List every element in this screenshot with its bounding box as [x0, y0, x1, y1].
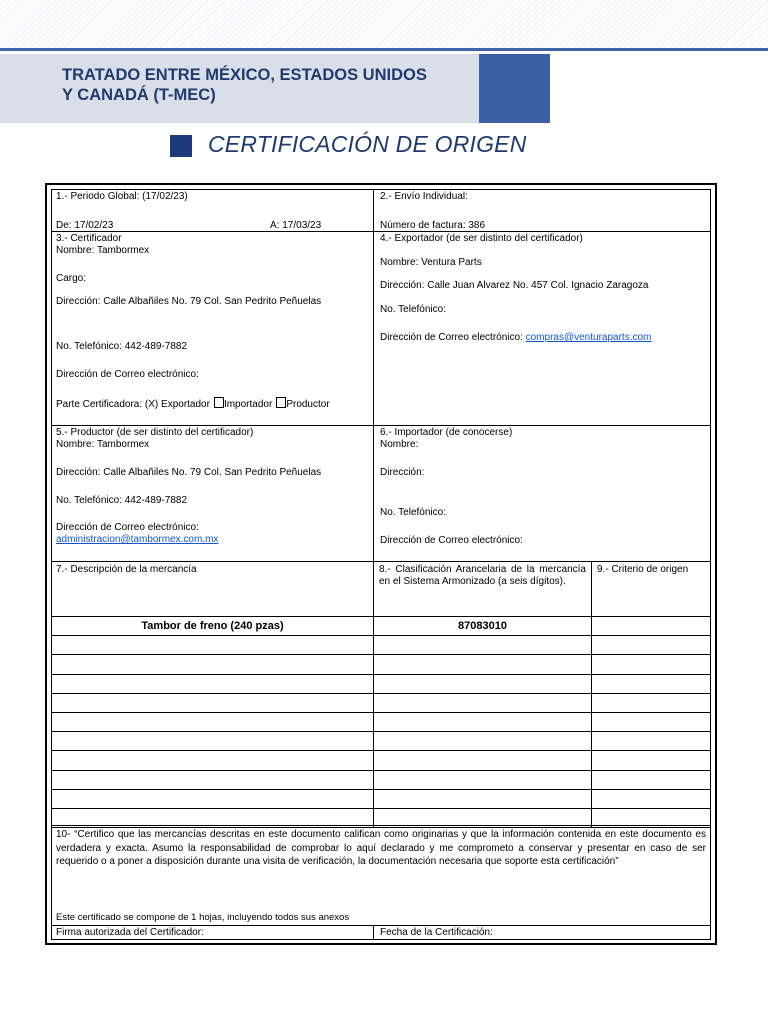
goods-criterion-cell[interactable] [591, 616, 711, 636]
party-producer-label: Productor [286, 399, 330, 410]
certifier-name[interactable]: Nombre: Tambormex [56, 245, 150, 256]
goods-criterion-cell[interactable] [591, 654, 711, 674]
certifier-position[interactable]: Cargo: [56, 273, 87, 284]
box-7-label: 7.- Descripción de la mercancía [56, 564, 197, 575]
goods-classification-cell[interactable] [373, 654, 592, 674]
banner-accent [479, 54, 550, 123]
goods-criterion-cell[interactable] [591, 789, 711, 809]
importer-address[interactable]: Dirección: [380, 467, 425, 478]
goods-description-cell[interactable] [51, 693, 374, 713]
goods-description-cell[interactable] [51, 654, 374, 674]
goods-description-cell[interactable] [51, 731, 374, 751]
treaty-title-line1: TRATADO ENTRE MÉXICO, ESTADOS UNIDOS [62, 66, 427, 84]
treaty-title-line2: Y CANADÁ (T-MEC) [62, 86, 216, 104]
certification-date-label: Fecha de la Certificación: [380, 927, 493, 938]
goods-classification-cell[interactable] [373, 750, 592, 770]
goods-description-cell[interactable] [51, 635, 374, 655]
box-10-declaration [51, 825, 711, 926]
importer-name[interactable]: Nombre: [380, 439, 419, 450]
box-2-label: 2.- Envío Individual: [380, 191, 468, 202]
box-9-criterion-header [591, 561, 711, 617]
declaration-text: 10- “Certifico que las mercancías descritas en este documento califican como originarias y que la información contenida en este documento es verdadera y exacta. Asumo la responsabilidad de comprobar lo aquí declarado y me comprometo a conservar y presentar en caso de ser requerido o a poner a disposición durante una visita de verificación, la documentación necesaria que soporte esta certificación” [56, 829, 706, 867]
period-to[interactable]: A: 17/03/23 [270, 220, 322, 231]
certification-date-cell[interactable] [373, 925, 711, 940]
box-4-exporter [373, 231, 711, 426]
header-rule [0, 48, 768, 51]
producer-email-label: Dirección de Correo electrónico: [56, 522, 199, 533]
goods-criterion-cell[interactable] [591, 693, 711, 713]
exporter-email-label: Dirección de Correo electrónico: [380, 332, 523, 343]
party-exporter-label: Parte Certificadora: (X) Exportador [56, 399, 210, 410]
goods-description-cell[interactable]: Tambor de freno (240 pzas) [51, 616, 374, 636]
header-pattern [0, 0, 768, 48]
producer-email-link[interactable]: administracion@tambormex.com.mx [56, 534, 219, 545]
producer-address[interactable]: Dirección: Calle Albañiles No. 79 Col. San Pedrito Peñuelas [56, 467, 322, 478]
goods-criterion-cell[interactable] [591, 731, 711, 751]
certifier-address[interactable]: Dirección: Calle Albañiles No. 79 Col. San Pedrito Peñuelas [56, 296, 322, 307]
exporter-email-row [380, 332, 651, 344]
certifier-email[interactable]: Dirección de Correo electrónico: [56, 369, 199, 380]
producer-name[interactable]: Nombre: Tambormex [56, 439, 150, 450]
goods-criterion-cell[interactable] [591, 770, 711, 790]
treaty-title [62, 65, 482, 105]
box-8-label: 8.- Clasificación Arancelaria de la mercancía en el Sistema Armonizado (a seis dígitos). [379, 564, 586, 587]
importer-checkbox[interactable] [214, 397, 224, 408]
producer-phone[interactable]: No. Telefónico: 442-489-7882 [56, 495, 188, 506]
goods-classification-cell[interactable] [373, 789, 592, 809]
box-5-label: 5.- Productor (de ser distinto del certificador) [56, 427, 254, 438]
box-2-shipment [373, 189, 711, 232]
invoice-number[interactable]: Número de factura: 386 [380, 220, 486, 231]
box-8-classification-header [373, 561, 592, 617]
box-1-label: 1.- Periodo Global: (17/02/23) [56, 191, 188, 202]
box-3-label: 3.- Certificador [56, 233, 122, 244]
box-6-importer [373, 425, 711, 562]
exporter-email-link[interactable]: compras@venturaparts.com [525, 332, 652, 343]
goods-classification-cell[interactable] [373, 635, 592, 655]
signature-label: Firma autorizada del Certificador: [56, 927, 204, 938]
goods-description-cell[interactable] [51, 712, 374, 732]
importer-phone[interactable]: No. Telefónico: [380, 507, 446, 518]
goods-description-cell[interactable] [51, 674, 374, 694]
goods-classification-cell[interactable] [373, 693, 592, 713]
box-4-label: 4.- Exportador (de ser distinto del certificador) [380, 233, 583, 244]
producer-checkbox[interactable] [276, 397, 286, 408]
goods-criterion-cell[interactable] [591, 635, 711, 655]
goods-classification-cell[interactable] [373, 712, 592, 732]
goods-classification-cell[interactable]: 87083010 [373, 616, 592, 636]
goods-classification-cell[interactable] [373, 731, 592, 751]
goods-criterion-cell[interactable] [591, 712, 711, 732]
sheet-count: Este certificado se compone de 1 hojas, incluyendo todos sus anexos [56, 912, 350, 923]
goods-criterion-cell[interactable] [591, 674, 711, 694]
signature-cell[interactable] [51, 925, 374, 940]
party-importer-label: Importador [223, 399, 273, 410]
certifying-party [56, 397, 330, 411]
title-square-icon [170, 135, 192, 157]
period-from[interactable]: De: 17/02/23 [56, 220, 114, 231]
goods-criterion-cell[interactable] [591, 750, 711, 770]
goods-description-cell[interactable] [51, 789, 374, 809]
importer-email[interactable]: Dirección de Correo electrónico: [380, 535, 523, 546]
exporter-phone[interactable]: No. Telefónico: [380, 304, 446, 315]
box-9-label: 9.- Criterio de origen [597, 564, 689, 575]
box-7-description-header [51, 561, 374, 617]
goods-classification-cell[interactable] [373, 674, 592, 694]
goods-classification-cell[interactable] [373, 770, 592, 790]
exporter-name[interactable]: Nombre: Ventura Parts [380, 257, 482, 268]
box-3-certifier [51, 231, 374, 426]
goods-description-cell[interactable] [51, 770, 374, 790]
box-6-label: 6.- Importador (de conocerse) [380, 427, 513, 438]
certifier-phone[interactable]: No. Telefónico: 442-489-7882 [56, 341, 188, 352]
box-1-period [51, 189, 374, 232]
exporter-address[interactable]: Dirección: Calle Juan Alvarez No. 457 Col. Ignacio Zaragoza [380, 280, 649, 291]
goods-description-cell[interactable] [51, 750, 374, 770]
box-5-producer [51, 425, 374, 562]
document-title: CERTIFICACIÓN DE ORIGEN [208, 131, 527, 157]
